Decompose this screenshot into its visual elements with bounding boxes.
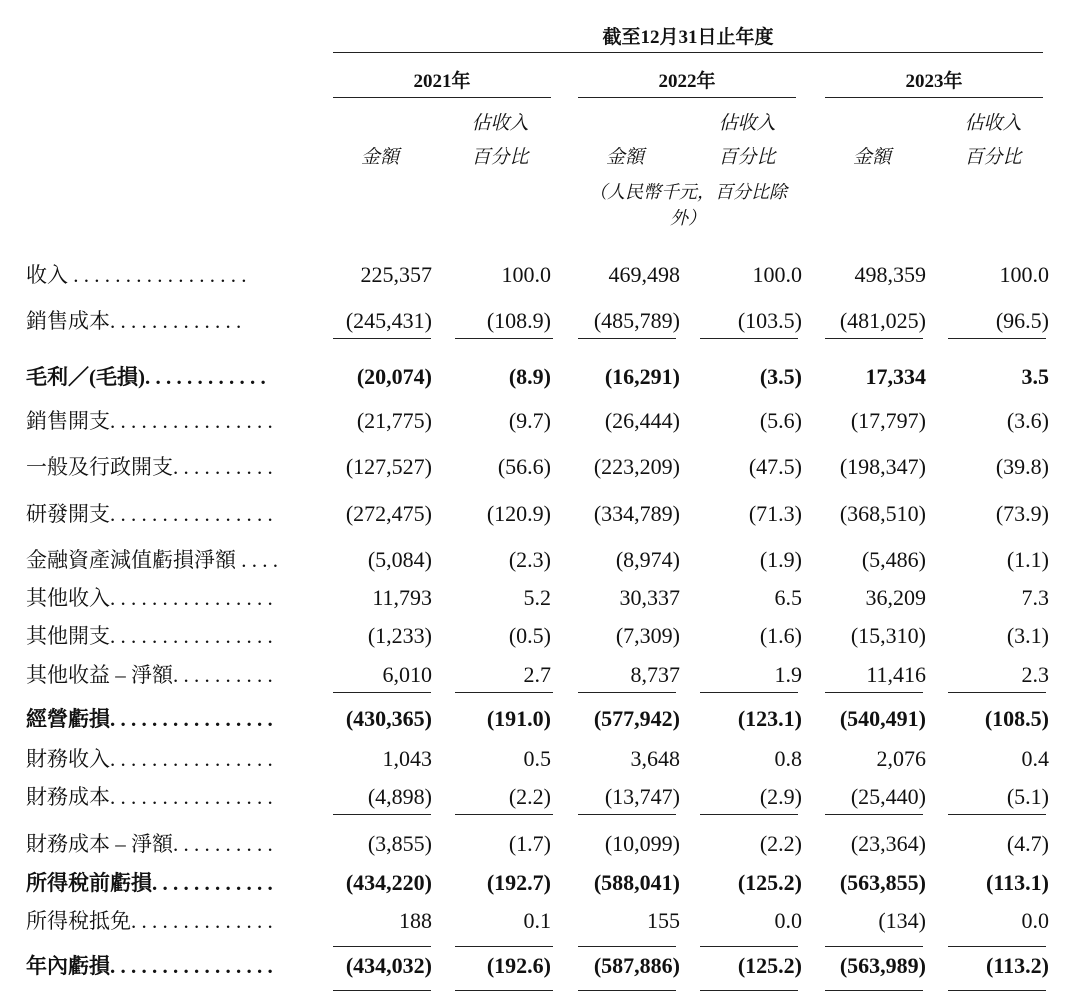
table-row	[0, 452, 1080, 482]
amount-2023-cell: 17,334	[865, 364, 926, 389]
pct-2021-cell: (8.9)	[508, 364, 551, 389]
amount-2023-cell: 11,416	[866, 662, 926, 687]
amount-2021-cell: (21,775)	[356, 408, 432, 433]
row-label-text: 經營虧損	[26, 707, 110, 731]
subtotal-rule	[825, 338, 923, 339]
pct-2021-cell: (2.3)	[508, 547, 551, 572]
row-label	[26, 362, 296, 392]
year-2022-rule	[578, 97, 796, 98]
amount-2022-cell: (13,747)	[604, 784, 680, 809]
amount-2022-cell: (334,789)	[593, 501, 680, 526]
pct-header-2023-line1: 佔收入	[964, 113, 1022, 134]
subtotal-rule	[578, 338, 676, 339]
amount-2021-cell: 6,010	[382, 662, 432, 687]
row-label-text: 財務收入	[26, 747, 110, 771]
amount-2021-cell: 1,043	[382, 746, 432, 771]
leader-dots: . . . . . . . . . . . .	[145, 365, 266, 389]
pct-2023-cell: (3.6)	[1006, 408, 1049, 433]
pct-2023-cell: (113.2)	[986, 953, 1049, 978]
subtotal-rule	[455, 692, 553, 693]
subtotal-rule	[578, 990, 676, 991]
row-label	[26, 260, 296, 290]
amount-2023-cell: 498,359	[854, 262, 926, 287]
table-row	[0, 306, 1080, 336]
table-row	[0, 545, 1080, 575]
table-row	[0, 906, 1080, 936]
year-2021-heading: 2021年	[413, 71, 471, 92]
pct-header-2023-line2: 百分比	[964, 147, 1022, 168]
pct-2022-cell: (1.6)	[759, 623, 802, 648]
table-row	[0, 951, 1080, 981]
pct-2023-cell: (5.1)	[1006, 784, 1049, 809]
amount-2021-cell: (4,898)	[367, 784, 432, 809]
pct-2021-cell: 100.0	[501, 262, 551, 287]
pct-2021-cell: (2.2)	[508, 784, 551, 809]
subtotal-rule	[700, 814, 798, 815]
pct-2022-cell: (71.3)	[748, 501, 802, 526]
leader-dots: . . . . . . . . . . . . . . . .	[110, 624, 273, 648]
pct-2022-cell: 100.0	[752, 262, 802, 287]
row-label	[26, 704, 296, 734]
pct-2023-cell: (39.8)	[995, 454, 1049, 479]
pct-2022-cell: (2.2)	[759, 831, 802, 856]
total-rule	[700, 946, 798, 947]
row-label	[26, 906, 296, 936]
table-row	[0, 362, 1080, 392]
amount-2022-cell: (7,309)	[615, 623, 680, 648]
amount-2023-cell: (198,347)	[839, 454, 926, 479]
leader-dots: . . . . . . . . . . . . .	[110, 309, 242, 333]
leader-dots: . . . . . . . . . . . . . . . .	[110, 785, 273, 809]
amount-2023-cell: (540,491)	[839, 706, 926, 731]
subtotal-rule	[700, 990, 798, 991]
subtotal-rule	[700, 692, 798, 693]
leader-dots: . . . . . . . . . . . . . . . .	[110, 747, 273, 771]
amount-2021-cell: (1,233)	[367, 623, 432, 648]
amount-2022-cell: (8,974)	[615, 547, 680, 572]
leader-dots: . . . . . . . . . . . . . . . .	[110, 409, 273, 433]
table-row	[0, 406, 1080, 436]
amount-2021-cell: (430,365)	[345, 706, 432, 731]
table-row	[0, 621, 1080, 651]
pct-2022-cell: (123.1)	[737, 706, 802, 731]
pct-2022-cell: (3.5)	[759, 364, 802, 389]
row-label	[26, 744, 296, 774]
pct-2021-cell: 0.5	[523, 746, 551, 771]
subtotal-rule	[948, 692, 1046, 693]
subtotal-rule	[333, 814, 431, 815]
amount-2022-cell: (10,099)	[604, 831, 680, 856]
pct-header-2021-line2: 百分比	[471, 147, 529, 168]
pct-2022-cell: 6.5	[774, 585, 802, 610]
row-label	[26, 782, 296, 812]
leader-dots: . . . . . . . . . . . . . . . .	[110, 707, 273, 731]
subtotal-rule	[455, 990, 553, 991]
pct-2022-cell: (125.2)	[737, 870, 802, 895]
year-2022-heading: 2022年	[658, 71, 716, 92]
amount-2021-cell: (127,527)	[345, 454, 432, 479]
pct-2023-cell: (108.5)	[984, 706, 1049, 731]
pct-2021-cell: (120.9)	[486, 501, 551, 526]
row-label	[26, 829, 296, 859]
row-label-text: 銷售成本	[26, 309, 110, 333]
amount-2021-cell: 225,357	[360, 262, 432, 287]
amount-2023-cell: 36,209	[865, 585, 926, 610]
amount-2022-cell: 155	[647, 908, 680, 933]
leader-dots: . . . . . . . . . . . . . . . .	[110, 586, 273, 610]
pct-2021-cell: (1.7)	[508, 831, 551, 856]
subtotal-rule	[825, 814, 923, 815]
leader-dots: . . . . . . . . . . . .	[152, 871, 273, 895]
pct-2021-cell: (192.7)	[486, 870, 551, 895]
total-rule	[578, 946, 676, 947]
subtotal-rule	[825, 990, 923, 991]
amount-2023-cell: (368,510)	[839, 501, 926, 526]
subtotal-rule	[578, 814, 676, 815]
amount-2022-cell: (577,942)	[593, 706, 680, 731]
amount-2021-cell: (272,475)	[345, 501, 432, 526]
year-2021-rule	[333, 97, 551, 98]
amount-2021-cell: 11,793	[372, 585, 432, 610]
row-label-text: 財務成本 – 淨額	[26, 832, 173, 856]
pct-header-2022-line1: 佔收入	[718, 113, 776, 134]
subtotal-rule	[948, 338, 1046, 339]
amount-2022-cell: 3,648	[630, 746, 680, 771]
leader-dots: . . . . . . . . . . . . . . . .	[110, 502, 273, 526]
pct-2022-cell: (1.9)	[759, 547, 802, 572]
amount-2022-cell: 30,337	[619, 585, 680, 610]
table-row	[0, 782, 1080, 812]
amount-2022-cell: (587,886)	[593, 953, 680, 978]
table-row	[0, 868, 1080, 898]
pct-2023-cell: 2.3	[1021, 662, 1049, 687]
amount-2021-cell: (5,084)	[367, 547, 432, 572]
row-label	[26, 545, 296, 575]
amount-2023-cell: (23,364)	[850, 831, 926, 856]
pct-2021-cell: 2.7	[523, 662, 551, 687]
row-label-text: 銷售開支	[26, 409, 110, 433]
pct-2023-cell: 7.3	[1021, 585, 1049, 610]
subtotal-rule	[700, 338, 798, 339]
pct-2023-cell: (4.7)	[1006, 831, 1049, 856]
subtotal-rule	[948, 990, 1046, 991]
amount-2021-cell: (3,855)	[367, 831, 432, 856]
row-label	[26, 406, 296, 436]
pct-2021-cell: (0.5)	[508, 623, 551, 648]
pct-2022-cell: (47.5)	[748, 454, 802, 479]
period-rule	[333, 52, 1043, 53]
pct-2022-cell: 1.9	[774, 662, 802, 687]
table-row	[0, 704, 1080, 734]
row-label	[26, 621, 296, 651]
amount-2022-cell: (26,444)	[604, 408, 680, 433]
unit-note: （人民幣千元，百分比除外）	[589, 182, 787, 228]
subtotal-rule	[333, 338, 431, 339]
pct-2023-cell: (73.9)	[995, 501, 1049, 526]
subtotal-rule	[333, 692, 431, 693]
pct-2021-cell: 5.2	[523, 585, 551, 610]
amount-2023-cell: (563,989)	[839, 953, 926, 978]
row-label-text: 其他收益 – 淨額	[26, 663, 173, 687]
pct-2021-cell: (9.7)	[508, 408, 551, 433]
pct-2023-cell: (113.1)	[986, 870, 1049, 895]
pct-2022-cell: 0.0	[774, 908, 802, 933]
amount-2021-cell: (20,074)	[356, 364, 432, 389]
row-label	[26, 499, 296, 529]
row-label-text: 其他收入	[26, 586, 110, 610]
row-label	[26, 306, 296, 336]
leader-dots: . . . . . . . . . . . . . . . .	[110, 954, 273, 978]
amount-2023-cell: (481,025)	[839, 308, 926, 333]
pct-2021-cell: (56.6)	[497, 454, 551, 479]
row-label-text: 所得稅抵免	[26, 909, 131, 933]
table-row	[0, 829, 1080, 859]
row-label-text: 所得稅前虧損	[26, 871, 152, 895]
amount-2021-cell: (434,220)	[345, 870, 432, 895]
pct-header-2021-line1: 佔收入	[471, 113, 529, 134]
row-label-text: 毛利／(毛損)	[26, 365, 145, 389]
pct-2021-cell: (108.9)	[486, 308, 551, 333]
total-rule	[825, 946, 923, 947]
row-label-text: 一般及行政開支	[26, 455, 173, 479]
row-label-text: 金融資產減值虧損淨額	[26, 548, 236, 572]
amount-2021-cell: (434,032)	[345, 953, 432, 978]
pct-2021-cell: (191.0)	[486, 706, 551, 731]
table-row	[0, 260, 1080, 290]
table-row	[0, 660, 1080, 690]
row-label	[26, 583, 296, 613]
leader-dots: . . . . . . . . . . . . . . . . .	[68, 263, 247, 287]
amount-header-2021: 金額	[360, 147, 399, 168]
pct-2022-cell: (5.6)	[759, 408, 802, 433]
table-row	[0, 499, 1080, 529]
row-label	[26, 868, 296, 898]
total-rule	[948, 946, 1046, 947]
amount-2022-cell: 8,737	[630, 662, 680, 687]
pct-2023-cell: 3.5	[1021, 364, 1049, 389]
pct-2023-cell: 0.0	[1021, 908, 1049, 933]
pct-2022-cell: (103.5)	[737, 308, 802, 333]
leader-dots: . . . . . . . . . .	[173, 663, 273, 687]
year-2023-rule	[825, 97, 1043, 98]
total-rule	[333, 946, 431, 947]
year-2023-heading: 2023年	[905, 71, 963, 92]
amount-2023-cell: (25,440)	[850, 784, 926, 809]
pct-2023-cell: (96.5)	[995, 308, 1049, 333]
row-label-text: 其他開支	[26, 624, 110, 648]
pct-2022-cell: (2.9)	[759, 784, 802, 809]
pct-2023-cell: (1.1)	[1006, 547, 1049, 572]
amount-2023-cell: 2,076	[876, 746, 926, 771]
amount-2023-cell: (15,310)	[850, 623, 926, 648]
amount-2022-cell: (588,041)	[593, 870, 680, 895]
pct-2021-cell: (192.6)	[486, 953, 551, 978]
leader-dots: . . . .	[236, 548, 278, 572]
subtotal-rule	[455, 338, 553, 339]
subtotal-rule	[333, 990, 431, 991]
row-label	[26, 452, 296, 482]
row-label-text: 收入	[26, 263, 68, 287]
pct-2023-cell: 0.4	[1021, 746, 1049, 771]
amount-2022-cell: (16,291)	[604, 364, 680, 389]
table-row	[0, 744, 1080, 774]
row-label-text: 財務成本	[26, 785, 110, 809]
row-label	[26, 660, 296, 690]
amount-header-2022: 金額	[605, 147, 644, 168]
row-label	[26, 951, 296, 981]
subtotal-rule	[948, 814, 1046, 815]
pct-2023-cell: 100.0	[999, 262, 1049, 287]
leader-dots: . . . . . . . . . .	[173, 455, 273, 479]
amount-2023-cell: (17,797)	[850, 408, 926, 433]
subtotal-rule	[455, 814, 553, 815]
pct-header-2022-line2: 百分比	[718, 147, 776, 168]
subtotal-rule	[825, 692, 923, 693]
leader-dots: . . . . . . . . . . . . . .	[131, 909, 273, 933]
amount-2023-cell: (563,855)	[839, 870, 926, 895]
row-label-text: 年內虧損	[26, 954, 110, 978]
leader-dots: . . . . . . . . . .	[173, 832, 273, 856]
pct-2022-cell: 0.8	[774, 746, 802, 771]
pct-2021-cell: 0.1	[523, 908, 551, 933]
amount-2021-cell: (245,431)	[345, 308, 432, 333]
amount-2022-cell: (485,789)	[593, 308, 680, 333]
amount-2021-cell: 188	[399, 908, 432, 933]
amount-2022-cell: 469,498	[608, 262, 680, 287]
pct-2023-cell: (3.1)	[1006, 623, 1049, 648]
row-label-text: 研發開支	[26, 502, 110, 526]
period-heading: 截至12月31日止年度	[602, 27, 774, 48]
amount-2023-cell: (5,486)	[861, 547, 926, 572]
subtotal-rule	[578, 692, 676, 693]
amount-header-2023: 金額	[852, 147, 891, 168]
amount-2023-cell: (134)	[878, 908, 926, 933]
total-rule	[455, 946, 553, 947]
pct-2022-cell: (125.2)	[737, 953, 802, 978]
table-row	[0, 583, 1080, 613]
amount-2022-cell: (223,209)	[593, 454, 680, 479]
